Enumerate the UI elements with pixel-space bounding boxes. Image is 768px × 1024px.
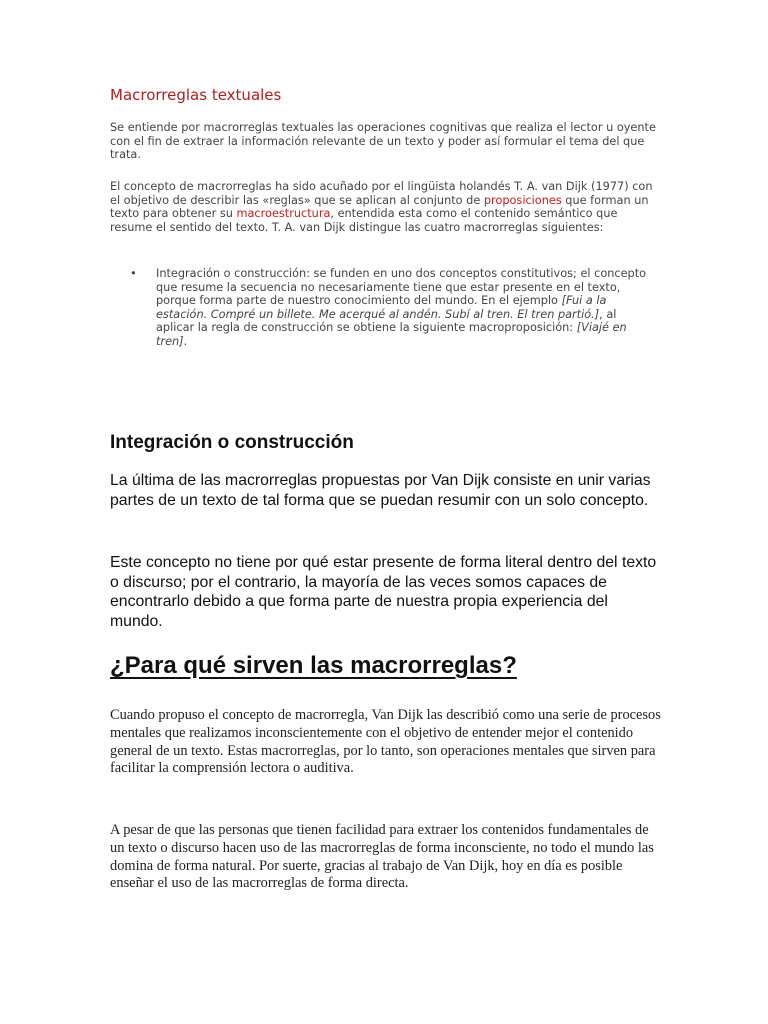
concept-text-2: que forman un texto para obtener su <box>110 193 649 221</box>
concept-text-3: , entendida esta como el contenido semántico que resume el sentido del texto. T. A. van Dijk distingue las cuatro macrorreglas siguientes: <box>110 207 618 234</box>
bullet-text-2: , al aplicar la regla de construcción se obtiene la siguiente macroproposición: <box>156 307 617 335</box>
link-proposiciones[interactable]: proposiciones <box>483 193 562 207</box>
macrorreglas-list <box>130 267 658 349</box>
integracion-paragraph-1: La última de las macrorreglas propuestas por Van Dijk consiste en unir varias partes de un texto de tal forma que se puedan resumir con un solo concepto. <box>110 472 651 509</box>
section-title-integracion: Integración o construcción <box>110 432 354 453</box>
para-que-paragraph-2: A pesar de que las personas que tienen facilidad para extraer los contenidos fundamentales de un texto o discurso hacen uso de las macrorreglas de forma inconsciente, no todo el mundo las domina de forma natural. Por suerte, gracias al trabajo de Van Dijk, hoy en día es posible enseñar el uso de las macrorreglas de forma directa. <box>110 822 654 892</box>
section-title-macrorreglas-textuales: Macrorreglas textuales <box>110 86 282 104</box>
bullet-text-1: Integración o construcción: se funden en uno dos conceptos constitutivos; el concepto que resume la secuencia no necesariamente tiene que estar presente en el texto, porque forma parte de nuestro conocimiento del mundo. En el ejemplo <box>156 267 647 308</box>
bullet-marker: • <box>130 267 137 280</box>
para-que-paragraph-1: Cuando propuso el concepto de macrorregla, Van Dijk las describió como una serie de procesos mentales que realizamos inconscientemente con el objetivo de entender mejor el contenido general de un texto. Estas macrorreglas, por lo tanto, son operaciones mentales que sirven para facilitar la comprensión lectora o auditiva. <box>110 707 661 777</box>
integracion-paragraph-2: Este concepto no tiene por qué estar presente de forma literal dentro del texto o discurso; por el contrario, la mayoría de las veces somos capaces de encontrarlo debido a que forma parte de nuestra propia experiencia del mundo. <box>110 554 657 630</box>
concept-paragraph <box>110 180 658 234</box>
bullet-text-3: . <box>183 334 188 348</box>
list-item-integracion <box>130 267 658 349</box>
section-title-para-que-sirven: ¿Para qué sirven las macrorreglas? <box>110 652 517 679</box>
bullet-example-2: [Viajé en tren] <box>156 321 627 348</box>
concept-text-1: El concepto de macrorreglas ha sido acuñado por el lingüista holandés T. A. van Dijk (1977) con el objetivo de describir las «reglas» que se aplican al conjunto de <box>110 180 653 207</box>
bullet-example-1: [Fui a la estación. Compré un billete. Me acerqué al andén. Subí al tren. El tren partió.] <box>156 294 607 321</box>
intro-paragraph: Se entiende por macrorreglas textuales las operaciones cognitivas que realiza el lector u oyente con el fin de extraer la información relevante de un texto y poder así formular el tema del que trata. <box>110 121 656 162</box>
link-macroestructura[interactable]: macroestructura <box>236 207 331 221</box>
